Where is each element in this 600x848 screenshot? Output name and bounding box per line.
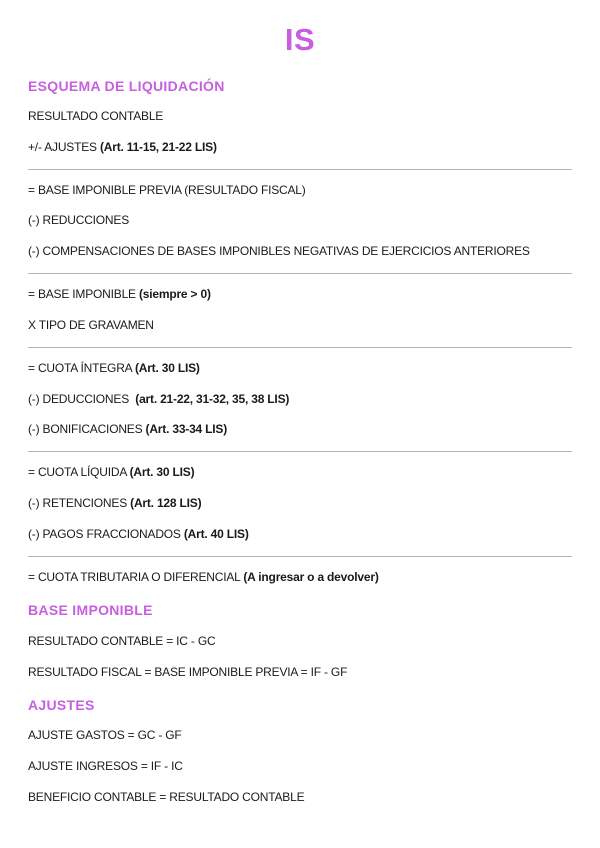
line-resultado-contable-formula: RESULTADO CONTABLE = IC - GC	[28, 634, 216, 648]
line-base-imponible: = BASE IMPONIBLE (siempre > 0)	[28, 287, 211, 301]
line-beneficio-contable: BENEFICIO CONTABLE = RESULTADO CONTABLE	[28, 790, 305, 804]
line-base-imponible-previa: = BASE IMPONIBLE PREVIA (RESULTADO FISCAL)	[28, 183, 306, 197]
line-resultado-fiscal-formula: RESULTADO FISCAL = BASE IMPONIBLE PREVIA = IF - GF	[28, 665, 348, 679]
line-deducciones: (-) DEDUCCIONES (art. 21-22, 31-32, 35, 38 LIS)	[28, 392, 290, 406]
line-reducciones: (-) REDUCCIONES	[28, 213, 129, 227]
divider	[28, 273, 572, 274]
line-cuota-integra: = CUOTA ÍNTEGRA (Art. 30 LIS)	[28, 361, 200, 375]
line-bonificaciones: (-) BONIFICACIONES (Art. 33-34 LIS)	[28, 422, 228, 436]
divider	[28, 556, 572, 557]
line-ajustes: +/- AJUSTES (Art. 11-15, 21-22 LIS)	[28, 140, 217, 154]
line-ajuste-ingresos: AJUSTE INGRESOS = IF - IC	[28, 759, 183, 773]
line-tipo-gravamen: X TIPO DE GRAVAMEN	[28, 318, 154, 332]
line-cuota-liquida: = CUOTA LÍQUIDA (Art. 30 LIS)	[28, 465, 195, 479]
heading-esquema-liquidacion: ESQUEMA DE LIQUIDACIÓN	[28, 78, 225, 94]
line-compensaciones: (-) COMPENSACIONES DE BASES IMPONIBLES NEGATIVAS DE EJERCICIOS ANTERIORES	[28, 244, 530, 258]
heading-ajustes: AJUSTES	[28, 697, 95, 713]
line-pagos-fraccionados: (-) PAGOS FRACCIONADOS (Art. 40 LIS)	[28, 527, 249, 541]
line-resultado-contable: RESULTADO CONTABLE	[28, 109, 164, 123]
divider	[28, 169, 572, 170]
document-title: IS	[284, 22, 316, 57]
line-ajuste-gastos: AJUSTE GASTOS = GC - GF	[28, 728, 182, 742]
line-retenciones: (-) RETENCIONES (Art. 128 LIS)	[28, 496, 202, 510]
line-cuota-tributaria: = CUOTA TRIBUTARIA O DIFERENCIAL (A ingresar o a devolver)	[28, 570, 379, 584]
divider	[28, 347, 572, 348]
divider	[28, 451, 572, 452]
heading-base-imponible: BASE IMPONIBLE	[28, 602, 153, 618]
